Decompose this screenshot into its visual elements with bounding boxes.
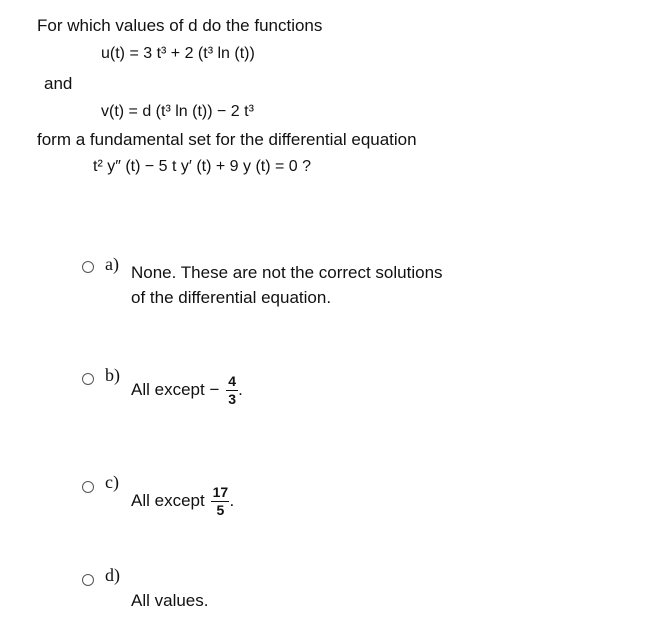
option-a-letter: a)	[105, 254, 119, 274]
u-definition: u(t) = 3 t³ + 2 (t³ ln (t))	[101, 45, 255, 62]
option-a-radio[interactable]	[82, 261, 94, 273]
and-text: and	[44, 74, 73, 93]
option-b-text: All except − $\frac{4}{3}$ .	[131, 373, 243, 407]
option-b-fraction: $\frac{4}{3}$	[226, 374, 238, 407]
option-c-letter: c)	[105, 472, 119, 492]
option-d-letter: d)	[105, 565, 120, 585]
option-c-fraction: $\frac{17}{5}$	[212, 484, 229, 518]
option-b-radio[interactable]	[82, 373, 94, 385]
ode-equation: t² y″ (t) − 5 t y′ (t) + 9 y (t) = 0 ?	[93, 158, 312, 175]
option-c-text: All except $\frac{17}{5}$ .	[131, 484, 235, 518]
option-c-radio[interactable]	[82, 481, 94, 493]
option-d-text: All values.	[131, 591, 209, 610]
question-intro: For which values of d do the functions	[37, 16, 323, 35]
option-d-radio[interactable]	[82, 574, 94, 586]
v-definition: v(t) = d (t³ ln (t)) − 2 t³	[101, 103, 254, 120]
option-b-letter: b)	[105, 365, 120, 385]
form-text: form a fundamental set for the differential equation	[37, 130, 417, 149]
option-a-text: None. These are not the correct solutions of the differential equation.	[131, 263, 443, 307]
